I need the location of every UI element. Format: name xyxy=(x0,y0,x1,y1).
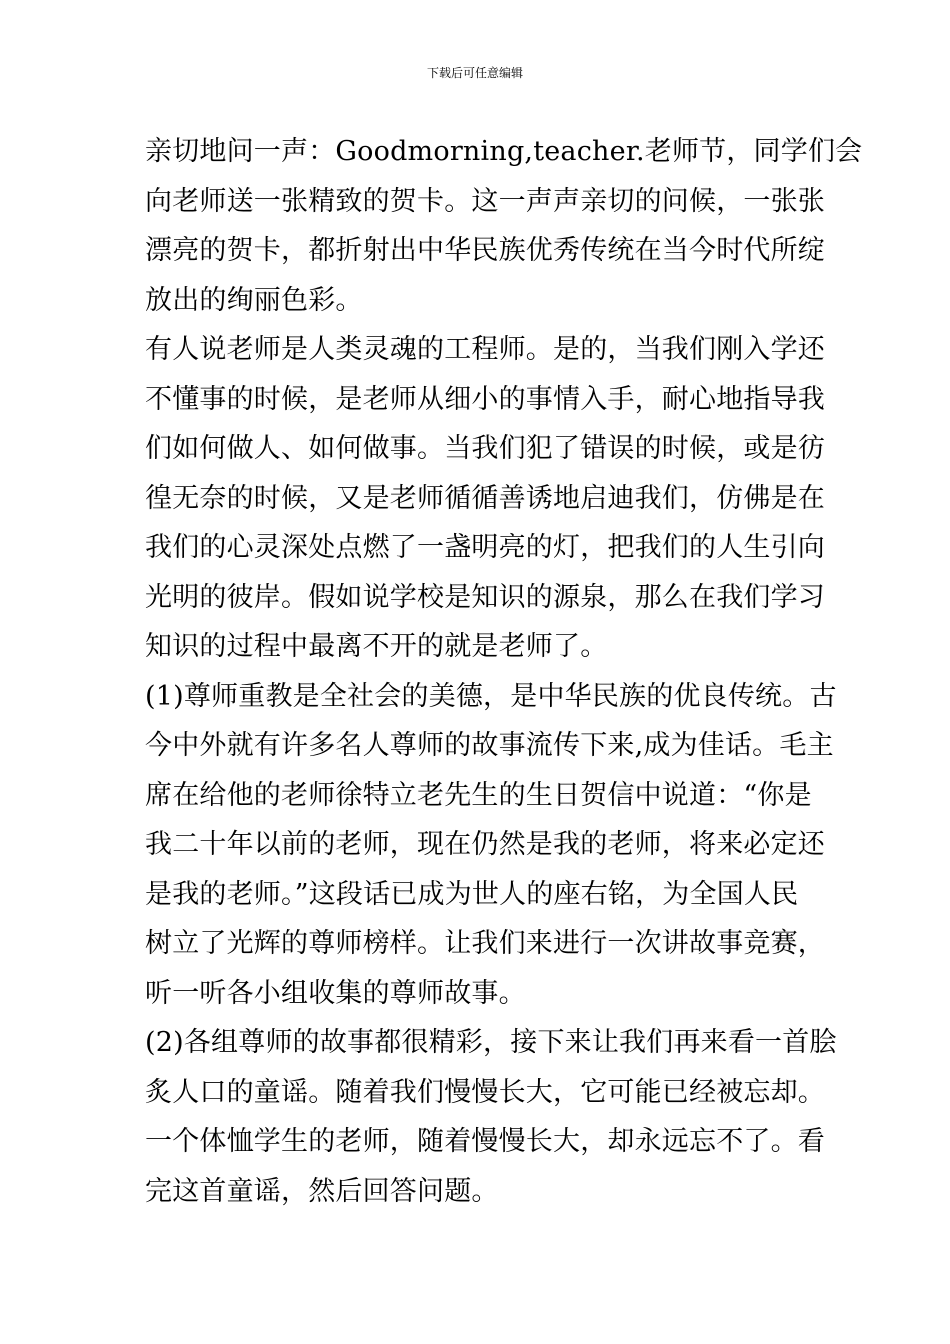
text-line: 向老师送一张精致的贺卡。这一声声亲切的问候，一张张 xyxy=(145,185,825,217)
paragraph-2 xyxy=(145,325,825,672)
text-line: 们如何做人、如何做事。当我们犯了错误的时候，或是彷 xyxy=(145,433,825,464)
text-line: (1)尊师重教是全社会的美德，是中华民族的优良传统。古 xyxy=(145,680,837,712)
document-body xyxy=(145,127,863,1216)
text-line: 一个体恤学生的老师，随着慢慢长大，却永远忘不了。看 xyxy=(145,1126,825,1157)
text-line: 是我的老师。”这段话已成为世人的座右铭，为全国人民 xyxy=(145,878,799,910)
text-line: 我二十年以前的老师，现在仍然是我的老师，将来必定还 xyxy=(145,829,825,860)
text-line: 炙人口的童谣。随着我们慢慢长大，它可能已经被忘却。 xyxy=(145,1076,825,1108)
text-line: 知识的过程中最离不开的就是老师了。 xyxy=(145,631,608,662)
text-line: 徨无奈的时候，又是老师循循善诱地启迪我们，仿佛是在 xyxy=(145,482,825,514)
paragraph-1 xyxy=(145,127,863,325)
text-line: 光明的彼岸。假如说学校是知识的源泉，那么在我们学习 xyxy=(145,581,825,613)
text-line: 今中外就有许多名人尊师的故事流传下来,成为佳话。毛主 xyxy=(145,730,834,761)
paragraph-3 xyxy=(145,672,837,1019)
paragraph-4 xyxy=(145,1018,837,1216)
page-header: 下载后可任意编辑 xyxy=(426,66,523,80)
text-line: 放出的绚丽色彩。 xyxy=(145,284,363,316)
text-line: 听一听各小组收集的尊师故事。 xyxy=(145,977,526,1009)
text-line: 我们的心灵深处点燃了一盏明亮的灯，把我们的人生引向 xyxy=(145,532,825,563)
text-line: 亲切地问一声：Goodmorning,teacher.老师节，同学们会 xyxy=(145,136,863,167)
text-line: 树立了光辉的尊师榜样。让我们来进行一次讲故事竞赛， xyxy=(145,928,825,959)
text-line: 席在给他的老师徐特立老先生的生日贺信中说道：“你是 xyxy=(145,779,812,811)
text-line: 完这首童谣，然后回答问题。 xyxy=(145,1175,499,1207)
text-line: (2)各组尊师的故事都很精彩，接下来让我们再来看一首脍 xyxy=(145,1027,837,1058)
text-line: 有人说老师是人类灵魂的工程师。是的，当我们刚入学还 xyxy=(145,334,825,365)
text-line: 漂亮的贺卡，都折射出中华民族优秀传统在当今时代所绽 xyxy=(145,235,825,266)
text-line: 不懂事的时候，是老师从细小的事情入手，耐心地指导我 xyxy=(145,383,825,415)
